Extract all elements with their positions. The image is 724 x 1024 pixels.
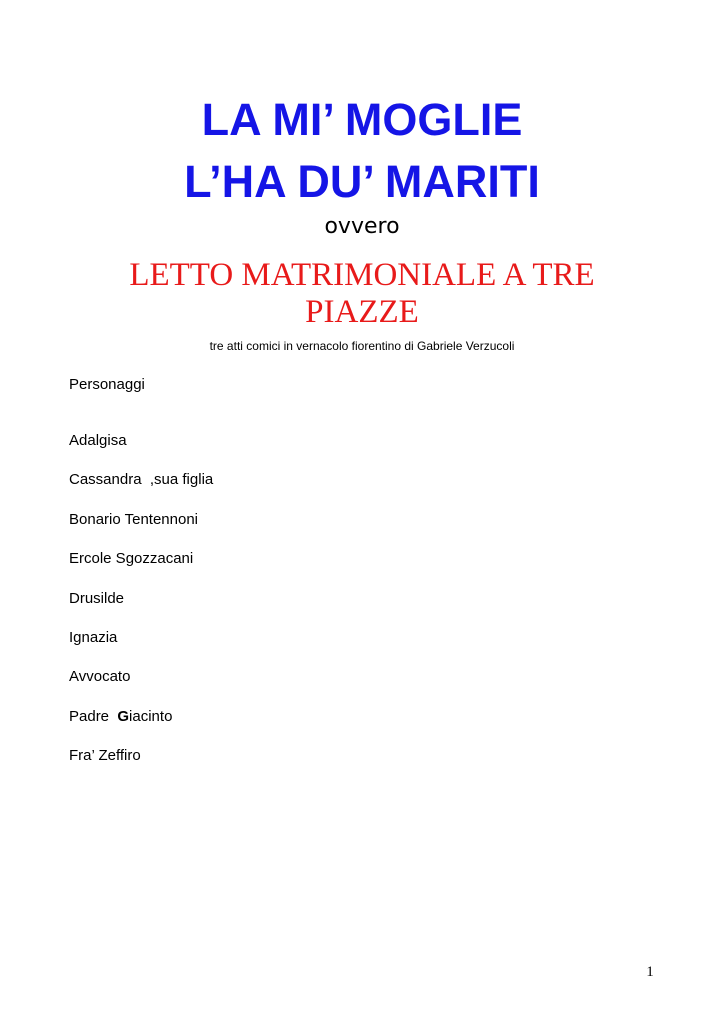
character-item: Ignazia bbox=[69, 628, 118, 646]
character-name-prefix: Padre bbox=[69, 707, 118, 725]
character-item: Bonario Tentennoni bbox=[69, 510, 198, 528]
page-number: 1 bbox=[646, 964, 654, 980]
character-item: Ercole Sgozzacani bbox=[69, 550, 194, 568]
character-item: Drusilde bbox=[69, 589, 125, 607]
character-item: Cassandra ,sua figlia bbox=[69, 471, 214, 489]
character-item: Fra’ Zeffiro bbox=[69, 747, 141, 765]
character-name-bold-initial: G bbox=[117, 707, 130, 725]
title-connector: ovvero bbox=[324, 214, 400, 239]
title-line-1: LA MI’ MOGLIE bbox=[201, 94, 523, 145]
subtitle: LETTO MATRIMONIALE A TRE PIAZZE bbox=[129, 257, 595, 330]
character-list bbox=[69, 431, 213, 786]
title-line-2: L’HA DU’ MARITI bbox=[184, 156, 540, 207]
characters-heading: Personaggi bbox=[69, 376, 145, 393]
character-item: Avvocato bbox=[69, 668, 131, 686]
character-name-rest: iacinto bbox=[129, 707, 173, 725]
character-item: Adalgisa bbox=[69, 432, 127, 449]
character-item-padre-giacinto bbox=[69, 707, 213, 746]
author-credit: tre atti comici in vernacolo fiorentino di Gabriele Verzucoli bbox=[209, 339, 515, 353]
